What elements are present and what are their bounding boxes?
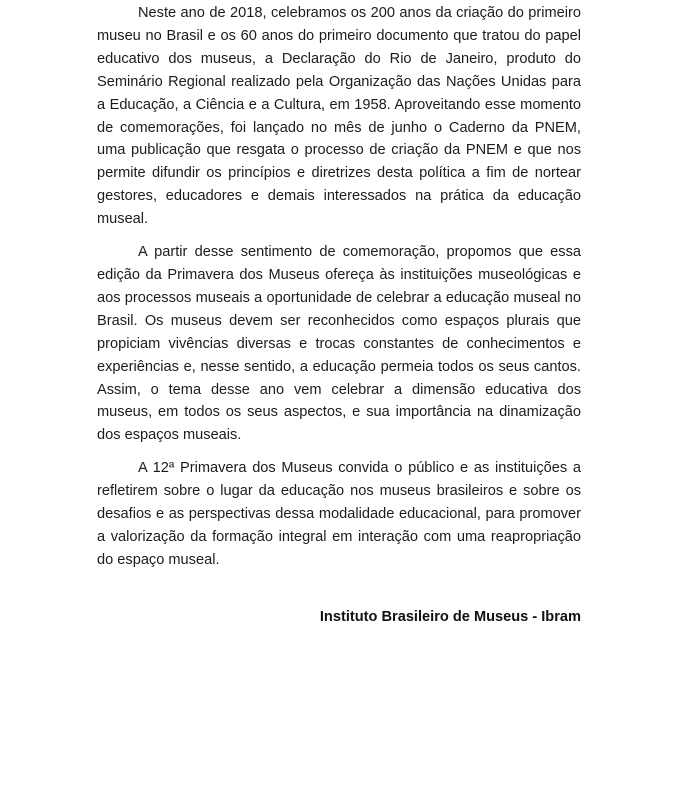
- paragraph-3: A 12ª Primavera dos Museus convida o público e as instituições a refletirem sobre o lugar da educação nos museus brasileiros e sobre os desafios e as perspectivas dessa modalidade educacional, para promover a valorização da formação integral em interação com uma reapropriação do espaço museal.: [97, 460, 581, 568]
- document-body: [97, 2, 581, 582]
- paragraph-1: Neste ano de 2018, celebramos os 200 anos da criação do primeiro museu no Brasil e os 60 anos do primeiro documento que tratou do papel educativo dos museus, a Declaração do Rio de Janeiro, produto do Seminário Regional realizado pela Organização das Nações Unidas para a Educação, a Ciência e a Cultura, em 1958. Aproveitando esse momento de comemorações, foi lançado no mês de junho o Caderno da PNEM, uma publicação que resgata o processo de criação da PNEM e que nos permite difundir os princípios e diretrizes desta política a fim de nortear gestores, educadores e demais interessados na prática da educação museal.: [97, 5, 581, 228]
- paragraph-2: A partir desse sentimento de comemoração, propomos que essa edição da Primavera dos Museus ofereça às instituições museológicas e aos processos museais a oportunidade de celebrar a educação museal no Brasil. Os museus devem ser reconhecidos como espaços plurais que propiciam vivências diversas e trocas constantes de conhecimentos e experiências e, nesse sentido, a educação permeia todos os seus cantos. Assim, o tema desse ano vem celebrar a dimensão educativa dos museus, em todos os seus aspectos, e sua importância na dinamização dos espaços museais.: [97, 244, 581, 444]
- signature: Instituto Brasileiro de Museus - Ibram: [319, 609, 581, 625]
